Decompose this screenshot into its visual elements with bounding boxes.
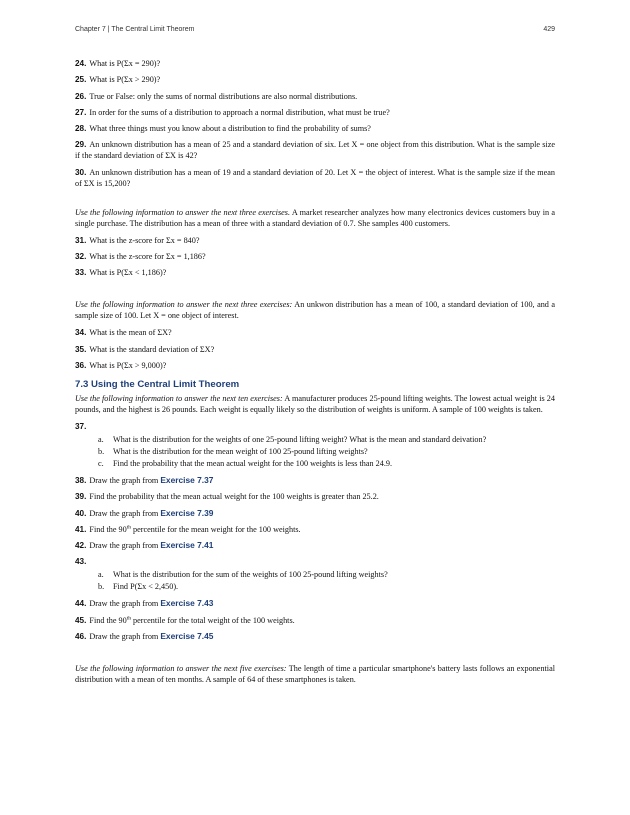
exercise-link[interactable]: Exercise 7.39 [160,507,214,518]
exercise-29: 29. An unknown distribution has a mean of 25 and a standard deviation of six. Let X = one object from this distribution. What is the sample size if the standard deviation of ΣX is 42? [75,140,555,161]
exercise-link[interactable]: Exercise 7.41 [160,540,214,551]
exercise-32: 32. What is the z-score for Σx = 1,186? [75,252,206,262]
exercise-26: 26. True or False: only the sums of normal distributions are also normal distributions. [75,91,358,101]
exercise-24: 24. What is P(Σx = 290)? [75,59,161,68]
exercise-46: 46. Draw the graph from Exercise 7.45 [75,631,214,642]
exercise-40: 40. Draw the graph from Exercise 7.39 [75,507,214,518]
part-a: a. What is the distribution for the sum of the weights of 100 25-pound lifting weights? [98,570,388,580]
exercise-38: 38. Draw the graph from Exercise 7.37 [75,474,214,485]
exercise-43: 43. a. What is the distribution for the sum of the weights of 100 25-pound lifting weights? b. Find P(Σx < 2,450). [75,556,555,592]
exercise-list [75,58,555,691]
part-a: a. What is the distribution for the weights of one 25-pound lifting weight? What is the mean and standard deivation? [98,434,487,444]
part-b: b. Find P(Σx < 2,450). [98,582,179,592]
exercise-41: 41. Find the 90th percentile for the mean weight for the 100 weights. [75,524,301,534]
exercise-30: 30. An unknown distribution has a mean of 19 and a standard deviation of 20. Let X = the object of interest. What is the sample size if the mean of ΣX is 15,200? [75,167,555,188]
exercise-set-intro-1: Use the following information to answer the next three exercises. A market researcher analyzes how many electronics devices customers buy in a single purchase. The distribution has a mean of three with a standard deviation of 0.7. She samples 400 customers. [75,207,556,228]
exercise-link[interactable]: Exercise 7.37 [160,474,214,485]
exercise-link[interactable]: Exercise 7.45 [160,631,214,642]
exercise-42: 42. Draw the graph from Exercise 7.41 [75,540,214,551]
part-c: c. Find the probability that the mean actual weight for the 100 weights is less than 24.9. [98,458,393,468]
exercise-35: 35. What is the standard deviation of ΣX? [75,344,215,354]
exercise-link[interactable]: Exercise 7.43 [160,598,214,609]
exercise-37: 37. a. What is the distribution for the weights of one 25-pound lifting weight? What is the mean and standard deivation? b. What is the distribution for the mean weight of 100 25-pound lifting weights? c. Find the probability that the mean actual weight for the 100 weights is less than 24.9. [75,421,555,469]
exercise-33: 33. What is P(Σx < 1,186)? [75,268,167,278]
exercise-43-parts [75,569,555,592]
exercise-45: 45. Find the 90th percentile for the total weight of the 100 weights. [75,615,295,625]
exercise-44: 44. Draw the graph from Exercise 7.43 [75,598,214,609]
chapter-title: Chapter 7 | The Central Limit Theorem [75,26,195,33]
exercise-set-intro-4: Use the following information to answer the next five exercises: The length of time a particular smartphone's battery lasts follows an exponential distribution with a mean of ten months. A sample of 64 of these smartphones is taken. [75,664,555,685]
running-header [75,26,555,33]
section-heading: 7.3 Using the Central Limit Theorem [75,378,240,390]
exercise-39: 39. Find the probability that the mean actual weight for the 100 weights is greater than 25.2. [75,492,379,502]
exercise-27: 27. In order for the sums of a distribution to approach a normal distribution, what must be true? [75,107,390,117]
exercise-37-parts [75,434,555,469]
page-number: 429 [543,26,555,33]
exercise-set-intro-3: Use the following information to answer the next ten exercises: A manufacturer produces 25-pound lifting weights. The lowest actual weight is 24 pounds, and the highest is 26 pounds. Each weight is equally likely so the distribution of weights is uniform. A sample of 100 weights is taken. [75,393,555,414]
exercise-28: 28. What three things must you know about a distribution to find the probability of sums? [75,124,371,134]
part-b: b. What is the distribution for the mean weight of 100 25-pound lifting weights? [98,446,368,456]
exercise-34: 34. What is the mean of ΣX? [75,328,172,338]
exercise-25: 25. What is P(Σx > 290)? [75,75,161,85]
exercise-31: 31. What is the z-score for Σx = 840? [75,235,200,245]
exercise-36: 36. What is P(Σx > 9,000)? [75,360,167,370]
exercise-set-intro-2: Use the following information to answer the next three exercises: An unkwon distribution has a mean of 100, a standard deviation of 100, and a sample size of 100. Let X = one object of interest. [75,300,556,321]
